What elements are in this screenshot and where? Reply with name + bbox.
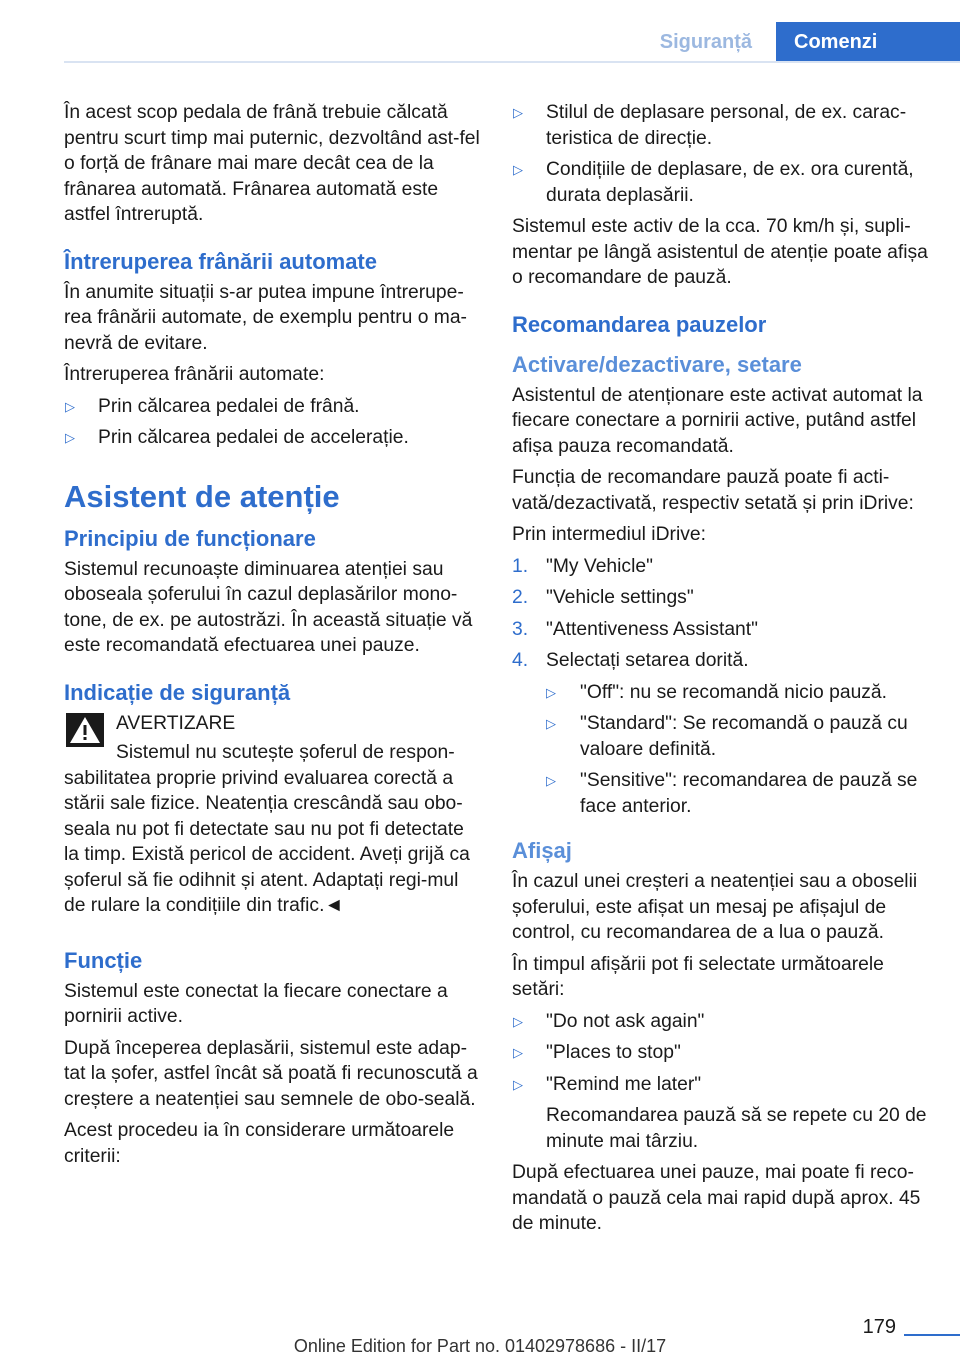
triangle-bullet-icon: ▷	[513, 1013, 523, 1029]
safety-heading: Indicație de siguranță	[64, 679, 291, 705]
list-item: ▷ Condițiile de deplasare, de ex. ora curentă, durata deplasării.	[513, 159, 914, 206]
display-text-1: În cazul unei creșteri a neatenției sau a oboselii șoferului, este afișat un mesaj pe afișajul de control, cu recomandarea de a lua o pauză.	[512, 871, 918, 943]
triangle-bullet-icon: ▷	[513, 1045, 523, 1060]
function-text-3: Acest procedeu ia în considerare următoarele criterii:	[64, 1120, 455, 1167]
right-column	[512, 100, 928, 1243]
triangle-bullet-icon: ▷	[546, 716, 556, 731]
warning-block	[64, 711, 480, 919]
warning-text: Sistemul nu scutește șoferul de respon-sabilitatea proprie privind evaluarea corectă a stării sale fizice. Neatenția crescândă sau obo-seala nu pot fi detectate sau nu pot fi detectate la timp. Există pericol de accident. Aveți grijă ca șoferul să fie odihnit și atent. Adaptați regi-mul de rulare la condițiile din trafic.◄	[64, 742, 470, 916]
list-item: ▷ Prin călcarea pedalei de frână.	[64, 394, 480, 420]
principle-text: Sistemul recunoaște diminuarea atenției sau oboseala șoferului în cazul deplasărilor mono-tone, de ex. pe autostrăzi. În această situație vă este recomandată efectuarea unei pauze.	[64, 558, 473, 656]
left-column	[64, 100, 480, 1175]
major-heading: Asistent de atenție	[64, 478, 340, 514]
triangle-bullet-icon: ▷	[65, 430, 75, 445]
remind-text: Recomandarea pauză să se repete cu 20 de minute mai târziu.	[546, 1105, 927, 1152]
criteria-list	[512, 100, 928, 208]
page-number: 179	[862, 1316, 896, 1338]
section-tab: Siguranță	[640, 22, 776, 62]
list-item: 4. Selectați setarea dorită. ▷ "Off": nu se recomandă nicio pauză. ▷ "Standard": Se recomandă o pauză cu valoare definită. ▷ "Sensitive": recomandarea de pauză se face anterior.	[512, 648, 928, 819]
display-heading: Afișaj	[512, 838, 572, 863]
list-item: ▷ "Standard": Se recomandă o pauză cu valoare definită.	[546, 713, 908, 760]
interrupt-heading: Întreruperea frânării automate	[64, 248, 377, 274]
interrupt-text: În anumite situații s-ar putea impune întrerupe-rea frânării automate, de exemplu pentru o ma-nevră de evitare.	[64, 281, 467, 354]
list-item: ▷ "Remind me later" Recomandarea pauză să se repete cu 20 de minute mai târziu.	[512, 1072, 928, 1155]
function-heading: Funcție	[64, 947, 143, 973]
footer-edition: Online Edition for Part no. 01402978686 - II/17	[293, 1336, 667, 1356]
list-item: 1. "My Vehicle"	[512, 555, 653, 577]
interrupt-list	[64, 394, 480, 451]
activation-text-2: Funcția de recomandare pauză poate fi acti-vată/dezactivată, respectiv setată și prin iDrive:	[512, 467, 914, 514]
principle-heading: Principiu de funcționare	[64, 525, 316, 551]
steps-list	[512, 554, 928, 820]
list-item: ▷ "Do not ask again"	[512, 1009, 928, 1035]
function-text-2: După începerea deplasării, sistemul este adap-tat la șofer, astfel încât să poată fi recunoscută a creștere a neatenției sau semnele de obo-seală.	[64, 1037, 478, 1110]
after-text: După efectuarea unei pauze, mai poate fi reco-mandată o pauză cela mai rapid după aprox. 45 de minute.	[512, 1162, 921, 1234]
list-item: ▷ Prin călcarea pedalei de accelerație.	[64, 425, 480, 451]
idrive-intro: Prin intermediul iDrive:	[512, 524, 706, 545]
triangle-bullet-icon: ▷	[546, 773, 556, 788]
function-text-1: Sistemul este conectat la fiecare conectare a pornirii active.	[64, 980, 448, 1027]
triangle-bullet-icon: ▷	[513, 162, 523, 177]
triangle-bullet-icon: ▷	[546, 684, 556, 700]
list-item: ▷ "Sensitive": recomandarea de pauză se face anterior.	[546, 770, 918, 817]
display-text-2: În timpul afișării pot fi selectate următoarele setări:	[512, 953, 884, 1000]
interrupt-list-intro: Întreruperea frânării automate:	[64, 364, 325, 385]
list-item: 3. "Attentiveness Assistant"	[512, 618, 758, 640]
activation-text-1: Asistentul de atenționare este activat automat la fiecare conectare a pornirii active, putând astfel afișa pauza recomandată.	[512, 384, 923, 457]
triangle-bullet-icon: ▷	[65, 398, 75, 414]
chapter-tab: Comenzi	[776, 22, 960, 62]
options-list	[546, 680, 928, 820]
warning-title: AVERTIZARE	[116, 712, 236, 734]
list-item: ▷ Stilul de deplasare personal, de ex. carac-teristica de direcție.	[513, 102, 907, 149]
header-tabs	[640, 22, 960, 62]
triangle-bullet-icon: ▷	[513, 1076, 523, 1092]
intro-paragraph: În acest scop pedala de frână trebuie călcată pentru scurt timp mai puternic, dezvoltând ast-fel o forță de frânare mai mare decât cea de la frânarea automată. Frânarea automată este astfel întreruptă.	[64, 102, 480, 225]
warning-icon	[66, 713, 104, 747]
header-rule	[64, 61, 960, 63]
active-text: Sistemul este activ de la cca. 70 km/h și, supli-mentar pe lângă asistentul de atenție poate afișa o recomandare de pauză.	[512, 216, 928, 288]
display-options-list	[512, 1009, 928, 1155]
activation-heading: Activare/dezactivare, setare	[512, 351, 802, 377]
list-item: ▷ "Places to stop"	[512, 1040, 928, 1066]
list-item: ▷ "Off": nu se recomandă nicio pauză.	[546, 680, 928, 706]
list-item: 2. "Vehicle settings"	[512, 587, 694, 608]
pause-heading: Recomandarea pauzelor	[512, 311, 767, 337]
triangle-bullet-icon: ▷	[513, 105, 523, 120]
